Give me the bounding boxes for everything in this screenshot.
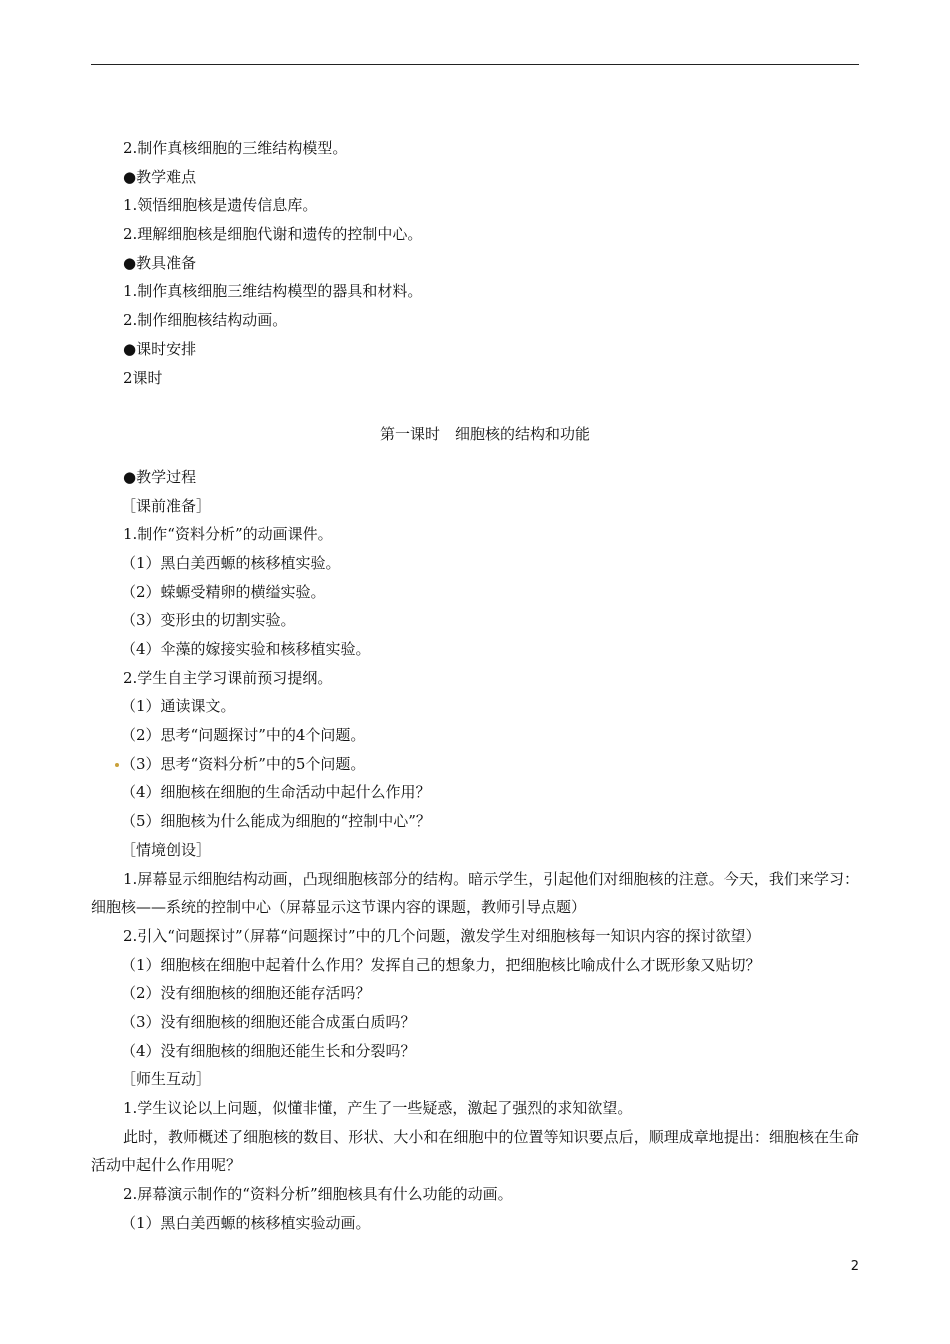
text-line: 2.理解细胞核是细胞代谢和遗传的控制中心。 xyxy=(123,225,423,244)
text-line: （1）黑白美西螈的核移植实验。 xyxy=(121,553,341,572)
heading-teaching-difficulty: ●教学难点 xyxy=(123,167,197,186)
text-line: （5）细胞核为什么能成为细胞的“控制中心”？ xyxy=(121,812,431,831)
text-line: （4）细胞核在细胞的生命活动中起什么作用？ xyxy=(121,783,431,802)
subheading-preparation: ［课前准备］ xyxy=(121,496,212,515)
text-line: 2.制作真核细胞的三维结构模型。 xyxy=(123,139,348,157)
text-line: 1.制作“资料分析”的动画课件。 xyxy=(123,525,333,544)
paragraph: 此时，教师概述了细胞核的数目、形状、大小和在细胞中的位置等知识要点后，顺理成章地提出：细胞核在生命活动中起什么作用呢？ xyxy=(91,1127,859,1175)
text-line: （2）蝾螈受精卵的横缢实验。 xyxy=(121,582,326,601)
text-line: 2.学生自主学习课前预习提纲。 xyxy=(123,668,333,687)
ink-dot-mark xyxy=(115,763,119,767)
header-rule xyxy=(91,64,859,65)
paragraph: 2.屏幕演示制作的“资料分析”细胞核具有什么功能的动画。 xyxy=(123,1185,513,1204)
document-body xyxy=(91,134,859,1238)
paragraph: 1.学生议论以上问题，似懂非懂，产生了一些疑惑，激起了强烈的求知欲望。 xyxy=(123,1099,633,1118)
page-number: 2 xyxy=(850,1259,859,1274)
paragraph: 1.屏幕显示细胞结构动画，凸现细胞核部分的结构。暗示学生，引起他们对细胞核的注意。今天，我们来学习：细胞核——系统的控制中心（屏幕显示这节课内容的课题，教师引导点题） xyxy=(91,869,859,917)
heading-teaching-process: ●教学过程 xyxy=(123,467,197,486)
text-line: 1.制作真核细胞三维结构模型的器具和材料。 xyxy=(123,282,423,301)
text-line: （1）黑白美西螈的核移植实验动画。 xyxy=(121,1213,371,1232)
subheading-scenario: ［情境创设］ xyxy=(121,840,212,859)
heading-schedule: ●课时安排 xyxy=(123,339,197,358)
text-line: （1）细胞核在细胞中起着什么作用？发挥自己的想象力，把细胞核比喻成什么才既形象又贴切？ xyxy=(121,955,761,974)
text-line: （3）变形虫的切割实验。 xyxy=(121,611,296,630)
subheading-interaction: ［师生互动］ xyxy=(121,1070,212,1089)
text-line: （1）通读课文。 xyxy=(121,697,236,716)
paragraph: 2.引入“问题探讨”（屏幕“问题探讨”中的几个问题，激发学生对细胞核每一知识内容的探讨欲望） xyxy=(123,926,761,945)
text-line: 1.领悟细胞核是遗传信息库。 xyxy=(123,196,318,215)
text-line: （2）没有细胞核的细胞还能存活吗？ xyxy=(121,984,371,1003)
text-line: 2课时 xyxy=(123,368,163,387)
text-line-content: （3）思考“资料分析”中的5个问题。 xyxy=(121,754,366,773)
text-line-marked xyxy=(91,750,859,779)
text-line: 2.制作细胞核结构动画。 xyxy=(123,311,288,330)
section-title: 第一课时 细胞核的结构和功能 xyxy=(379,425,590,444)
text-line: （3）没有细胞核的细胞还能合成蛋白质吗？ xyxy=(121,1012,416,1031)
text-line: （4）伞藻的嫁接实验和核移植实验。 xyxy=(121,640,371,658)
text-line: （2）思考“问题探讨”中的4个问题。 xyxy=(121,726,366,745)
text-line: （4）没有细胞核的细胞还能生长和分裂吗？ xyxy=(121,1041,416,1060)
heading-teaching-aids: ●教具准备 xyxy=(123,253,197,272)
